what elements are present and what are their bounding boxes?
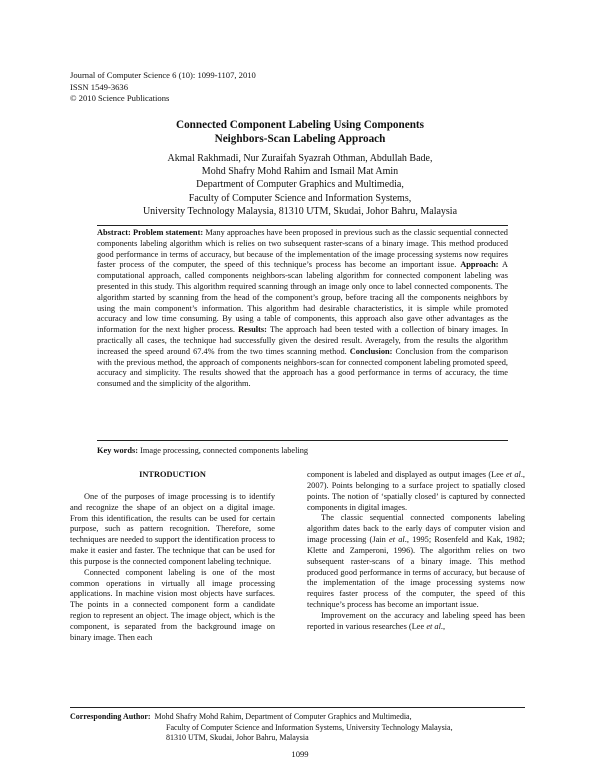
conclusion-label: Conclusion: (349, 346, 393, 356)
corresponding-line-3: 81310 UTM, Skudai, Johor Bahru, Malaysia (166, 733, 309, 743)
approach-label: Approach: (460, 260, 499, 270)
title-line-1: Connected Component Labeling Using Components (175, 119, 425, 131)
approach-text: A computational approach, called components neighbors-scan labeling algorithm for connected component labeling was presented in this study. This algorithm required scanning through an image only once to label connected components. The algorithm started by scanning from the head of the component’s group, before tracing all the components neighbors by using the main component’s information. This algorithm had desirable characteristics, it is simple while promoted accuracy and low time consuming. By using a table of components, this approach also gave other advantages as the information for the next higher process. (97, 260, 508, 335)
results-label: Results: (238, 325, 267, 335)
problem-statement-text: Many approaches have been proposed in previous such as the classic sequential connected components labeling algorithm which is relies on two subsequent raster-scans of a binary image. This method produced good performance in terms of accuracy, but because of the implementation of the image processing systems now requires faster process of the computer, the speed of this technique’s process has become an important issue. (97, 228, 508, 270)
author-names-1: Akmal Rakhmadi, Nur Zuraifah Syazrah Othman, Abdullah Bade, (167, 153, 433, 164)
keywords-text: Image processing, connected components labeling (140, 446, 309, 455)
results-text: The approach had been tested with a collection of binary images. In practically all cases, the technique had successfully given the desired result. Averagely, from the results the algorithm increased the speed around 67.4% from the two times scanning method. (97, 325, 508, 356)
author-department: Department of Computer Graphics and Multimedia, (196, 179, 404, 191)
abstract (97, 228, 508, 390)
keywords (97, 446, 508, 457)
journal-citation: Journal of Computer Science 6 (10): 1099-1107, 2010 (70, 70, 256, 80)
section-heading: INTRODUCTION (139, 470, 206, 479)
corresponding-author-label: Corresponding Author: (70, 712, 151, 721)
paper-title (60, 118, 540, 146)
paragraph: Connected component labeling is one of the most common operations in virtually all image processing applications. In machine vision most objects have surfaces. The points in a connected component form a candidate region to represent an object. The image object, which is the component, is separated from the background image on binary image. Then each (70, 567, 275, 642)
paragraph: Improvement on the accuracy and labeling speed has been reported in various researches (Lee et al., (307, 610, 525, 631)
conclusion-text: Conclusion from the comparison with the previous method, the approach of components neighbors-scan for connected component labeling promoted speed, accuracy and simplicity. The results showed that the approach has a good performance in terms of accuracy, the time consumed and the simplicity of the algorithm. (97, 346, 508, 389)
abstract-label: Abstract: (97, 228, 131, 237)
abstract-top-rule (97, 225, 508, 226)
journal-copyright: © 2010 Science Publications (70, 93, 170, 104)
keywords-label: Key words: (97, 446, 139, 455)
author-faculty: Faculty of Computer Science and Information Systems, (188, 192, 412, 204)
paragraph: component is labeled and displayed as output images (Lee et al., 2007). Points belonging to a surface project to spatially closed points. The notion of ‘spatially closed’ is captured by connected components in digital images. (307, 470, 525, 512)
corresponding-line-1: Mohd Shafry Mohd Rahim, Department of Computer Graphics and Multimedia, (154, 712, 412, 721)
page-number: 1099 (291, 749, 309, 759)
journal-issn: ISSN 1549-3636 (70, 81, 129, 92)
footnote-rule (70, 707, 525, 708)
corresponding-line-2: Faculty of Computer Science and Information Systems, University Technology Malaysia, (166, 722, 453, 732)
author-block (60, 152, 540, 218)
title-line-2: Neighbors-Scan Labeling Approach (214, 133, 386, 145)
column-left (70, 470, 275, 644)
abstract-bottom-rule (97, 440, 508, 441)
journal-header (70, 70, 256, 105)
paragraph: The classic sequential connected components labeling algorithm dates back to the early days of computer vision and image processing (Jain et al., 1995; Rosenfeld and Kak, 1982; Klette and Zamperoni, 1996). The algorithm relies on two subsequent raster-scans of a binary image. This method produced good performance in terms of accuracy, but because of the implementation of the image processing systems now requires faster process of the computer, the speed of this technique’s process has become an important issue. (307, 513, 525, 610)
author-university: University Technology Malaysia, 81310 UTM, Skudai, Johor Bahru, Malaysia (142, 205, 458, 217)
paragraph: One of the purposes of image processing is to identify and recognize the shape of an object on a digital image. From this identification, the results can be used for certain purpose, such as pattern recognition. Therefore, some techniques are needed to support the identification process to make it easier and faster. The technique that can be used for this purpose is the connected component labeling technique. (70, 491, 275, 566)
problem-statement-label: Problem statement: (133, 228, 204, 237)
author-names-2: Mohd Shafry Mohd Rahim and Ismail Mat Amin (201, 166, 399, 178)
column-right (307, 470, 525, 633)
corresponding-author (70, 712, 453, 744)
